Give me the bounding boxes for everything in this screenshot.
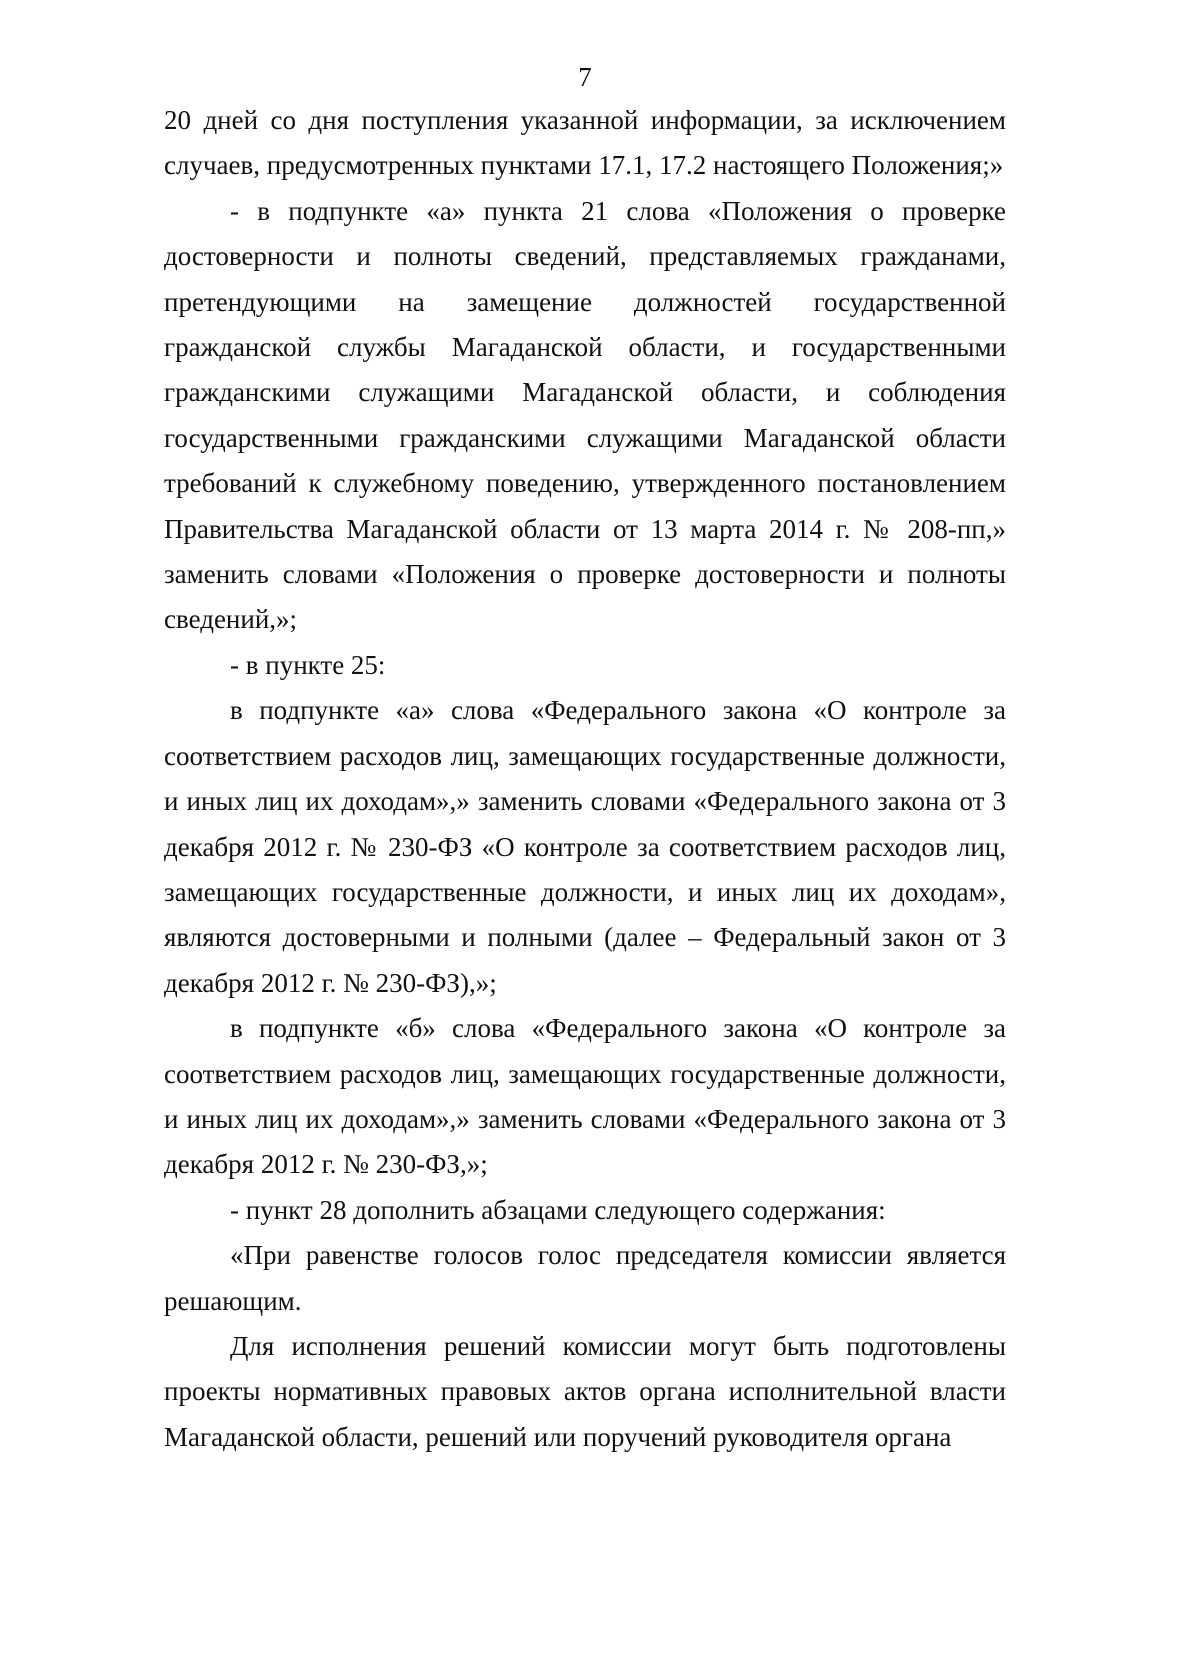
paragraph-subitem-a-point-21: - в подпункте «а» пункта 21 слова «Положения о проверке достоверности и полноты сведений, представляемых гражданами, претендующими на замещение должностей государственной гражданской службы Магаданской области, и государственными гражданскими служащими Магаданской области, и соблюдения государственными гражданскими служащими Магаданской области требований к служебному поведению, утвержденного постановлением Правительства Магаданской области от 13 марта 2014 г. № 208-пп,» заменить словами «Положения о проверке достоверности и полноты сведений,»; — [164, 195, 1006, 635]
paragraph-point-25: - в пункте 25: — [230, 649, 386, 680]
paragraph-equal-votes: «При равенстве голосов голос председателя комиссии является решающим. — [164, 1240, 1006, 1316]
paragraph-point-28: - пункт 28 дополнить абзацами следующего содержания: — [230, 1194, 886, 1225]
paragraph-intro-continuation: 20 дней со дня поступления указанной информации, за исключением случаев, предусмотренных пунктами 17.1, 17.2 настоящего Положения;» — [164, 105, 1006, 181]
paragraph-decision-execution: Для исполнения решений комиссии могут быть подготовлены проекты нормативных правовых актов органа исполнительной власти Магаданской области, решений или поручений руководителя органа — [164, 1330, 1006, 1452]
paragraph-point-25-subitem-b: в подпункте «б» слова «Федерального закона «О контроле за соответствием расходов лиц, замещающих государственные должности, и иных лиц их доходам»,» заменить словами «Федерального закона от 3 декабря 2012 г. № 230-ФЗ,»; — [164, 1013, 1006, 1180]
page-number: 7 — [578, 62, 592, 92]
document-body — [164, 98, 1006, 1460]
paragraph-point-25-subitem-a: в подпункте «а» слова «Федерального закона «О контроле за соответствием расходов лиц, замещающих государственные должности, и иных лиц их доходам»,» заменить словами «Федерального закона от 3 декабря 2012 г. № 230-ФЗ «О контроле за соответствием расходов лиц, замещающих государственные должности, и иных лиц их доходам», являются достоверными и полными (далее – Федеральный закон от 3 декабря 2012 г. № 230-ФЗ),»; — [164, 695, 1006, 998]
